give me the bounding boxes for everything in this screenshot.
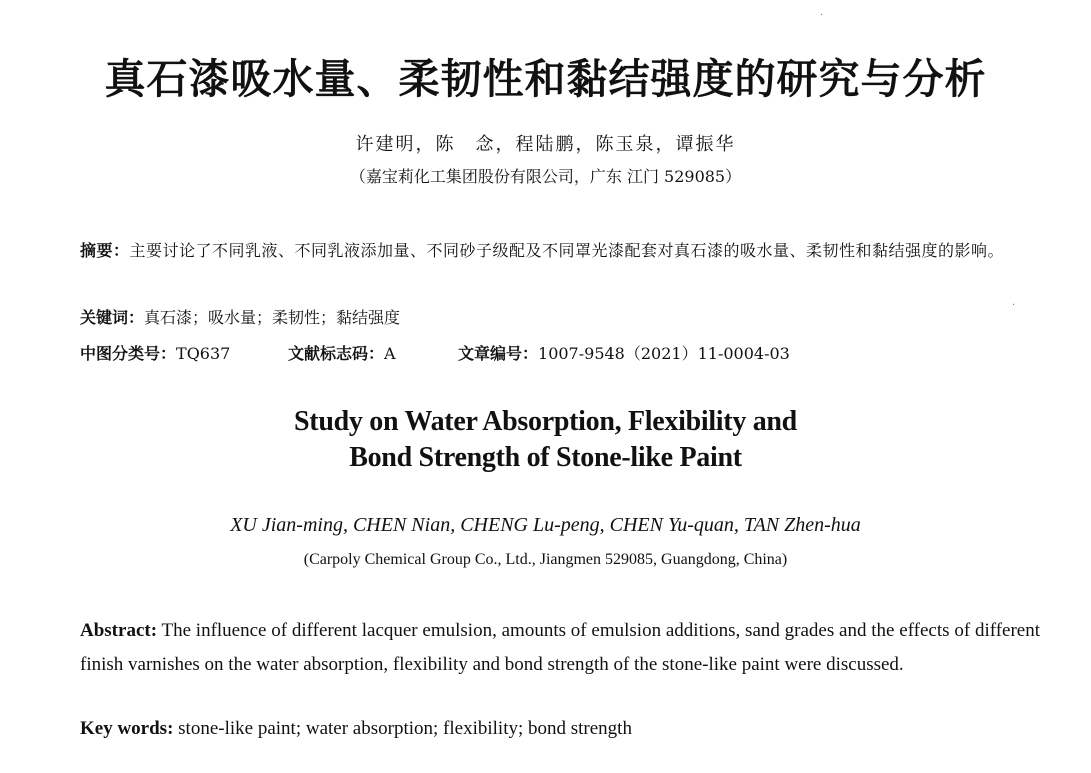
english-affiliation: (Carpoly Chemical Group Co., Ltd., Jiangmen 529085, Guangdong, China) (303, 551, 788, 568)
chinese-abstract-text: 主要讨论了不同乳液、不同乳液添加量、不同砂子级配及不同罩光漆配套对真石漆的吸水量、柔韧性和黏结强度的影响。 (129, 241, 1005, 260)
clc-label: 中图分类号： (80, 344, 177, 363)
english-abstract-label: Abstract: (80, 620, 158, 641)
chinese-abstract (80, 234, 1045, 268)
english-title-line-1: Study on Water Absorption, Flexibility and (294, 406, 797, 437)
document-code (288, 341, 396, 364)
scan-speck: · (820, 10, 824, 21)
article-number (458, 341, 790, 364)
english-keywords-label: Key words: (80, 718, 174, 739)
chinese-abstract-label: 摘要： (80, 241, 130, 260)
article-number-label: 文章编号： (458, 344, 539, 363)
english-keywords-text: stone-like paint; water absorption; flexibility; bond strength (173, 718, 632, 739)
chinese-keywords (80, 305, 400, 328)
english-title (0, 404, 1091, 476)
article-number-value: 1007-9548（2021）11-0004-03 (538, 344, 790, 363)
scan-speck: · (1012, 300, 1016, 311)
chinese-authors: 许建明，陈 念，程陆鹏，陈玉泉，谭振华 (355, 134, 736, 155)
clc-number (80, 341, 230, 364)
chinese-keywords-label: 关键词： (80, 308, 145, 327)
clc-value: TQ637 (176, 344, 231, 363)
english-abstract-text: The influence of different lacquer emulsion, amounts of emulsion additions, sand grades and the effects of different finish varnishes on the water absorption, flexibility and bond strength of the stone-like paint were discussed. (80, 620, 1040, 675)
english-title-line-2: Bond Strength of Stone-like Paint (349, 442, 742, 473)
english-authors: XU Jian-ming, CHEN Nian, CHENG Lu-peng, CHEN Yu-quan, TAN Zhen-hua (230, 514, 861, 536)
chinese-title: 真石漆吸水量、柔韧性和黏结强度的研究与分析 (104, 55, 987, 103)
document-code-label: 文献标志码： (288, 344, 385, 363)
chinese-keywords-text: 真石漆；吸水量；柔韧性；黏结强度 (144, 308, 401, 327)
chinese-affiliation: （嘉宝莉化工集团股份有限公司，广东 江门 529085） (349, 167, 742, 186)
document-code-value: A (384, 344, 396, 363)
english-keywords (80, 718, 632, 740)
english-abstract (80, 614, 1040, 682)
